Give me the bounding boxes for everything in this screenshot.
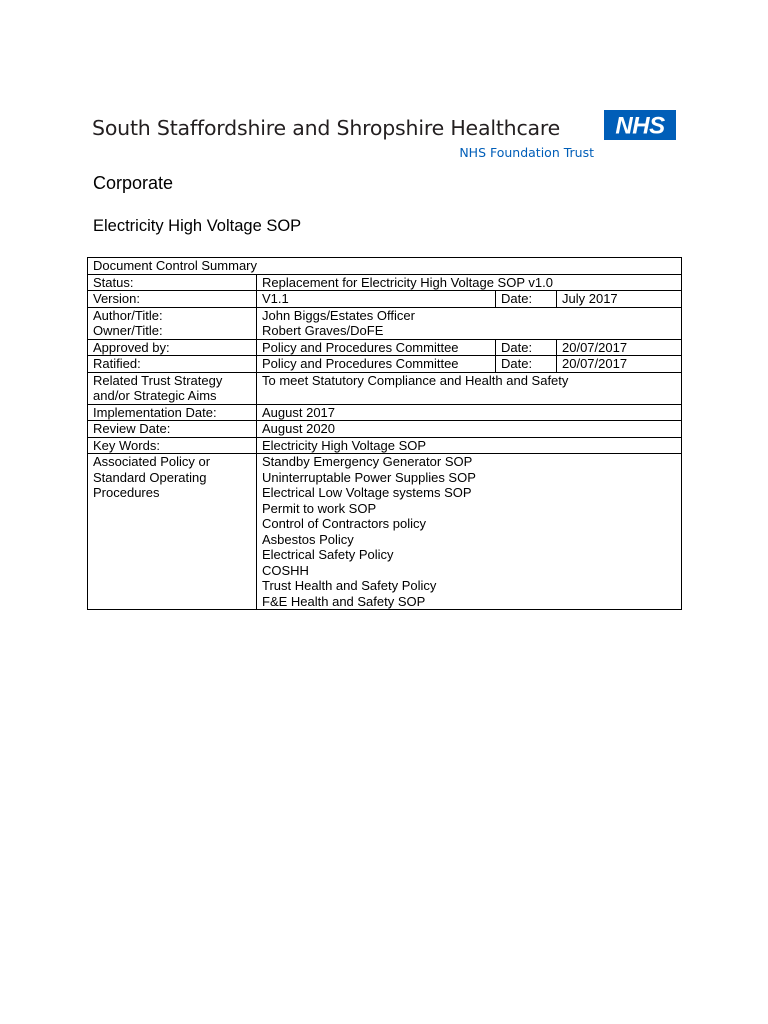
list-item: Electrical Safety Policy bbox=[262, 547, 394, 562]
table-row bbox=[88, 356, 682, 373]
version-value: V1.1 bbox=[257, 291, 496, 308]
list-item: Asbestos Policy bbox=[262, 531, 354, 547]
ratified-date: 20/07/2017 bbox=[557, 356, 682, 373]
associated-label-line: Standard Operating bbox=[93, 469, 207, 485]
table-row bbox=[88, 372, 682, 404]
author-owner-labels bbox=[88, 307, 257, 339]
table-row bbox=[88, 437, 682, 454]
document-category: Corporate bbox=[93, 173, 174, 193]
ratified-date-label: Date: bbox=[496, 356, 557, 373]
table-heading: Document Control Summary bbox=[88, 258, 682, 275]
keywords-value: Electricity High Voltage SOP bbox=[257, 437, 682, 454]
associated-label-line: Associated Policy or bbox=[93, 454, 211, 469]
table-row bbox=[88, 454, 682, 610]
owner-value: Robert Graves/DoFE bbox=[262, 323, 384, 338]
trust-name: NHS Foundation Trust bbox=[459, 145, 594, 160]
table-row bbox=[88, 404, 682, 421]
review-value: August 2020 bbox=[257, 421, 682, 438]
document-title: Electricity High Voltage SOP bbox=[93, 217, 302, 235]
owner-label: Owner/Title: bbox=[93, 323, 163, 338]
author-value: John Biggs/Estates Officer bbox=[262, 307, 415, 323]
approved-date-label: Date: bbox=[496, 339, 557, 356]
strategy-label-line: Related Trust Strategy bbox=[93, 372, 223, 388]
status-label: Status: bbox=[88, 274, 257, 291]
table-row bbox=[88, 421, 682, 438]
author-owner-values bbox=[257, 307, 682, 339]
implementation-label: Implementation Date: bbox=[88, 404, 257, 421]
ratified-label: Ratified: bbox=[88, 356, 257, 373]
organisation-name: South Staffordshire and Shropshire Healthcare bbox=[92, 116, 561, 140]
ratified-value: Policy and Procedures Committee bbox=[257, 356, 496, 373]
table-row bbox=[88, 339, 682, 356]
nhs-logo-text: NHS bbox=[615, 112, 665, 140]
list-item: Control of Contractors policy bbox=[262, 516, 427, 531]
strategy-value: To meet Statutory Compliance and Health and Safety bbox=[257, 372, 682, 404]
table-row bbox=[88, 274, 682, 291]
status-value: Replacement for Electricity High Voltage SOP v1.0 bbox=[257, 274, 682, 291]
approved-value: Policy and Procedures Committee bbox=[257, 339, 496, 356]
list-item: COSHH bbox=[262, 562, 309, 578]
version-date-label: Date: bbox=[496, 291, 557, 308]
review-label: Review Date: bbox=[88, 421, 257, 438]
version-date: July 2017 bbox=[557, 291, 682, 308]
associated-label bbox=[88, 454, 257, 610]
approved-label: Approved by: bbox=[88, 339, 257, 356]
list-item: Electrical Low Voltage systems SOP bbox=[262, 485, 472, 500]
approved-date: 20/07/2017 bbox=[557, 339, 682, 356]
list-item: F&E Health and Safety SOP bbox=[262, 593, 426, 609]
strategy-label bbox=[88, 372, 257, 404]
table-row bbox=[88, 258, 682, 275]
table-row bbox=[88, 307, 682, 339]
document-control-table bbox=[87, 257, 682, 610]
list-item: Trust Health and Safety Policy bbox=[262, 578, 437, 593]
letterhead bbox=[92, 110, 676, 162]
table-row bbox=[88, 291, 682, 308]
list-item: Permit to work SOP bbox=[262, 500, 377, 516]
version-label: Version: bbox=[88, 291, 257, 308]
author-label: Author/Title: bbox=[93, 307, 163, 323]
nhs-logo bbox=[604, 110, 676, 140]
list-item: Uninterruptable Power Supplies SOP bbox=[262, 469, 476, 485]
nhs-logo-mark bbox=[604, 110, 676, 140]
list-item: Standby Emergency Generator SOP bbox=[262, 454, 473, 469]
implementation-value: August 2017 bbox=[257, 404, 682, 421]
associated-list bbox=[257, 454, 682, 610]
strategy-label-line: and/or Strategic Aims bbox=[93, 388, 217, 403]
keywords-label: Key Words: bbox=[88, 437, 257, 454]
associated-label-line: Procedures bbox=[93, 485, 160, 500]
